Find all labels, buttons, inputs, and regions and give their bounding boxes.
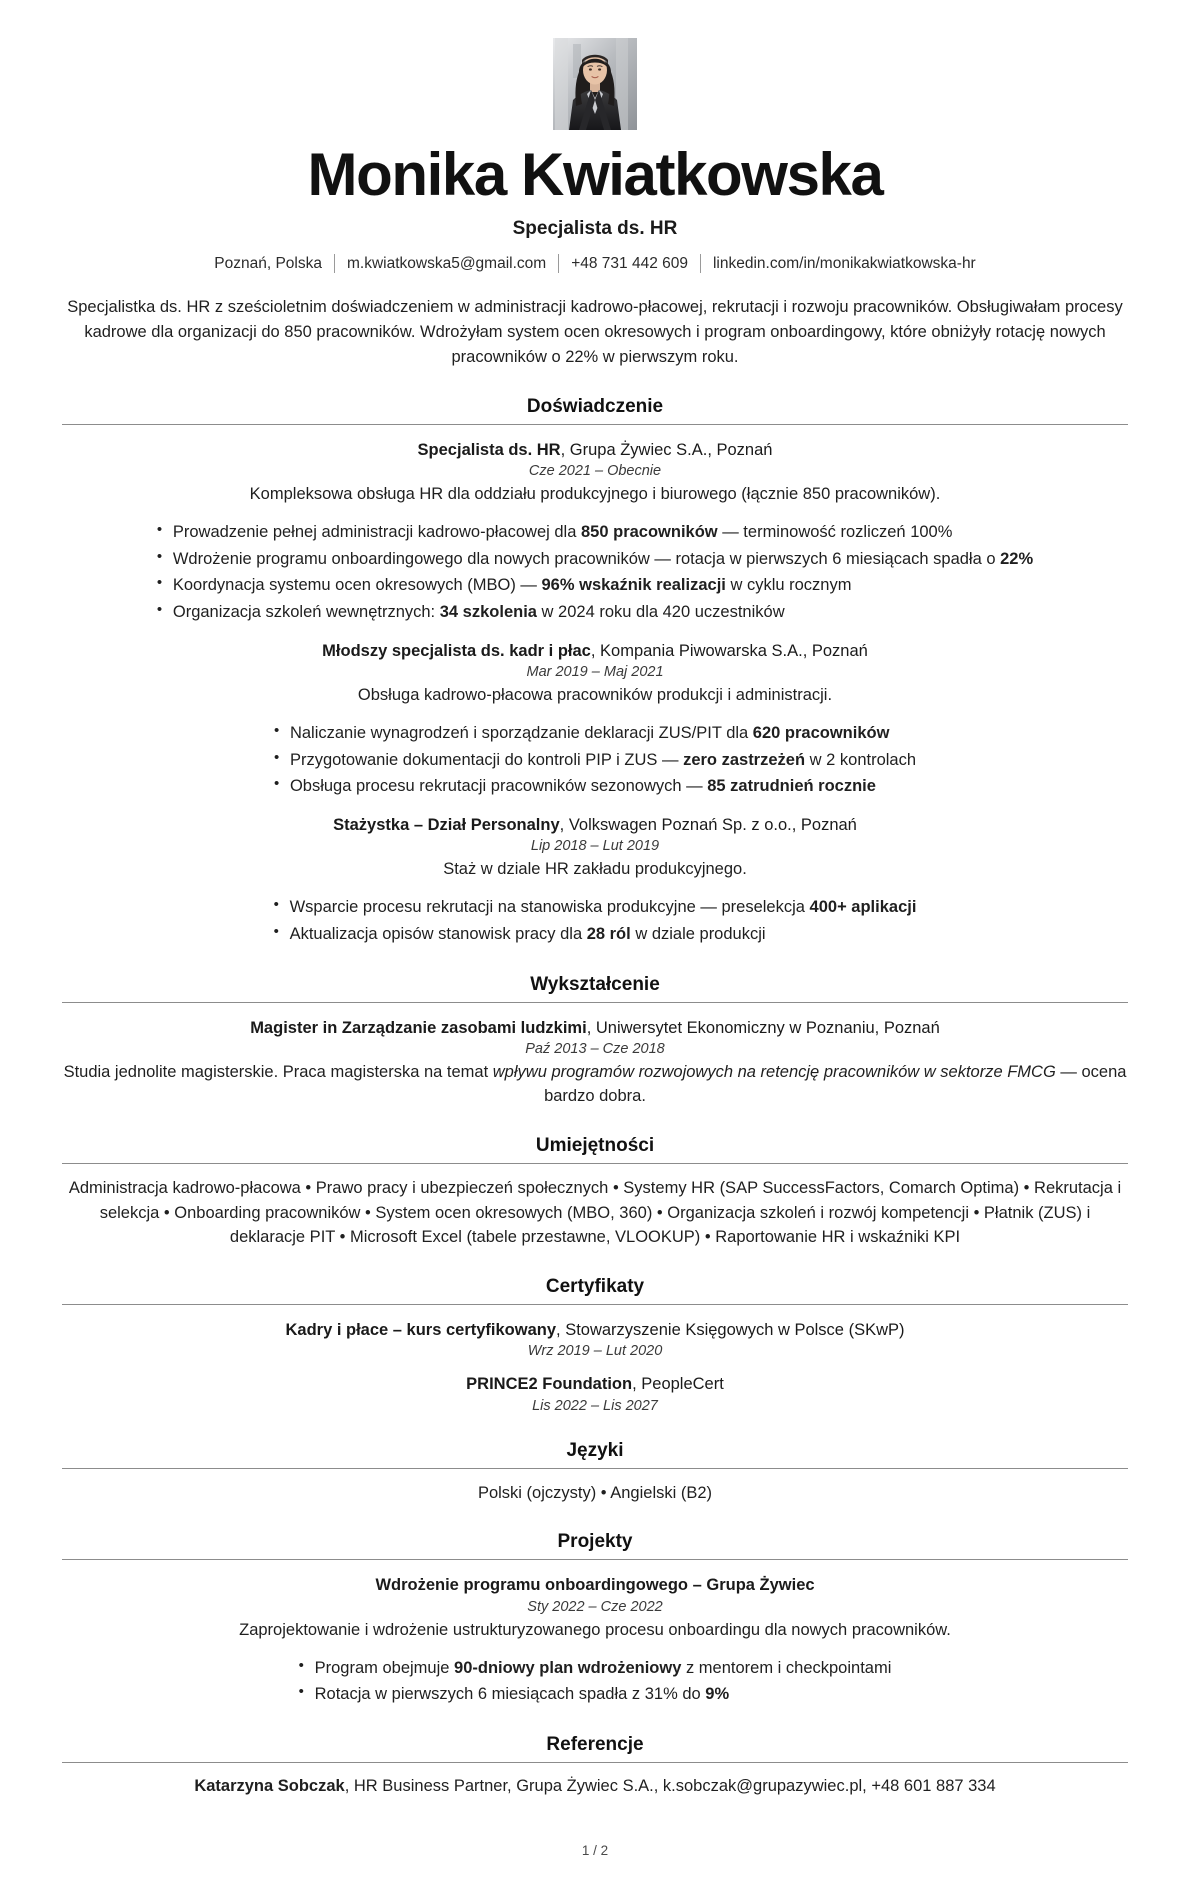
education-heading xyxy=(62,1017,1128,1039)
reference-entry xyxy=(62,1775,1128,1799)
certificate-org: , PeopleCert xyxy=(632,1375,724,1394)
list-item: • Wsparcie procesu rekrutacji na stanowiska produkcyjne — preselekcja 400+ aplikacji xyxy=(274,894,917,921)
contact-email[interactable]: m.kwiatkowska5@gmail.com xyxy=(346,254,547,272)
experience-dates: Cze 2021 – Obecnie xyxy=(528,462,662,479)
project-description: Zaprojektowanie i wdrożenie ustrukturyzowanego procesu onboardingu dla nowych pracowników. xyxy=(239,1620,951,1639)
project-dates: Sty 2022 – Cze 2022 xyxy=(527,1598,663,1615)
list-item: • Koordynacja systemu ocen okresowych (MBO) — 96% wskaźnik realizacji w cyklu rocznym xyxy=(157,572,1033,599)
list-item: • Rotacja w pierwszych 6 miesiącach spadła z 31% do 9% xyxy=(299,1681,892,1708)
education-description: Studia jednolite magisterskie. Praca magisterska na temat wpływu programów rozwojowych na retencję pracowników w sektorze FMCG — ocena bardzo dobra. xyxy=(63,1062,1127,1105)
experience-entry xyxy=(62,640,1128,800)
skills-list: Administracja kadrowo-płacowa • Prawo pracy i ubezpieczeń społecznych • Systemy HR (SAP SuccessFactors, Comarch Optima) • Rekrutacja i selekcja • Onboarding pracowników • System ocen okresowych (MBO, 360) • Organizacja szkoleń i rozwój kompetencji • Płatnik (ZUS) i deklaracje PIT • Microsoft Excel (tabele przestawne, VLOOKUP) • Raportowanie HR i wskaźniki KPI xyxy=(68,1178,1122,1247)
experience-dates: Lip 2018 – Lut 2019 xyxy=(530,838,660,855)
section-heading-projects: Projekty xyxy=(557,1531,633,1553)
experience-description: Obsługa kadrowo-płacowa pracowników produkcji i administracji. xyxy=(357,685,833,704)
certificate-heading xyxy=(62,1373,1128,1395)
list-item: • Program obejmuje 90-dniowy plan wdrożeniowy z mentorem i checkpointami xyxy=(299,1655,892,1682)
section-heading-education: Wykształcenie xyxy=(530,973,660,995)
section-divider xyxy=(62,1304,1128,1305)
contact-linkedin[interactable]: linkedin.com/in/monikakwiatkowska-hr xyxy=(712,254,976,272)
experience-bullets xyxy=(157,519,1033,626)
section-divider xyxy=(62,1163,1128,1164)
education-degree: Magister in Zarządzanie zasobami ludzkimi xyxy=(250,1018,587,1037)
experience-heading xyxy=(62,814,1128,836)
section-heading-experience: Doświadczenie xyxy=(526,395,664,417)
section-projects xyxy=(62,1531,1128,1708)
experience-heading xyxy=(62,439,1128,461)
section-divider xyxy=(62,1559,1128,1560)
section-heading-skills: Umiejętności xyxy=(535,1134,655,1156)
project-entry xyxy=(62,1574,1128,1708)
list-item: • Naliczanie wynagrodzeń i sporządzanie deklaracji ZUS/PIT dla 620 pracowników xyxy=(274,720,916,747)
section-skills xyxy=(62,1135,1128,1250)
contact-phone[interactable]: +48 731 442 609 xyxy=(571,254,688,272)
contact-info xyxy=(62,254,1128,273)
list-item: • Organizacja szkoleń wewnętrznych: 34 szkolenia w 2024 roku dla 420 uczestników xyxy=(157,599,1033,626)
experience-bullets xyxy=(274,720,916,800)
experience-role: Młodszy specjalista ds. kadr i płac xyxy=(322,641,591,660)
section-heading-languages: Języki xyxy=(566,1439,624,1461)
languages-list: Polski (ojczysty) • Angielski (B2) xyxy=(477,1483,713,1502)
avatar xyxy=(553,38,637,130)
section-references xyxy=(62,1734,1128,1799)
experience-entry xyxy=(62,814,1128,948)
experience-description: Kompleksowa obsługa HR dla oddziału produkcyjnego i biurowego (łącznie 850 pracowników). xyxy=(249,484,941,503)
section-certificates xyxy=(62,1276,1128,1414)
experience-org: , Grupa Żywiec S.A., Poznań xyxy=(560,440,773,459)
list-item: • Przygotowanie dokumentacji do kontroli PIP i ZUS — zero zastrzeżeń w 2 kontrolach xyxy=(274,747,916,774)
experience-role: Specjalista ds. HR xyxy=(417,440,561,459)
section-experience xyxy=(62,396,1128,948)
list-item: • Obsługa procesu rekrutacji pracowników sezonowych — 85 zatrudnień rocznie xyxy=(274,773,916,800)
section-divider xyxy=(62,1762,1128,1763)
section-divider xyxy=(62,424,1128,425)
certificate-heading xyxy=(62,1319,1128,1341)
list-item: • Aktualizacja opisów stanowisk pracy dla 28 ról w dziale produkcji xyxy=(274,921,917,948)
experience-description: Staż w dziale HR zakładu produkcyjnego. xyxy=(443,860,747,879)
section-divider xyxy=(62,1002,1128,1003)
experience-entry xyxy=(62,439,1128,626)
certificate-dates: Wrz 2019 – Lut 2020 xyxy=(527,1343,663,1360)
project-name: Wdrożenie programu onboardingowego – Grupa Żywiec xyxy=(375,1576,815,1595)
list-item: • Prowadzenie pełnej administracji kadrowo-płacowej dla 850 pracowników — terminowość rozliczeń 100% xyxy=(157,519,1033,546)
experience-bullets xyxy=(274,894,917,947)
section-divider xyxy=(62,1468,1128,1469)
certificate-dates: Lis 2022 – Lis 2027 xyxy=(532,1397,658,1414)
project-heading xyxy=(62,1574,1128,1596)
section-heading-references: Referencje xyxy=(546,1733,644,1755)
project-bullets xyxy=(299,1655,892,1708)
reference-name: Katarzyna Sobczak xyxy=(194,1776,345,1795)
experience-heading xyxy=(62,640,1128,662)
list-item: • Wdrożenie programu onboardingowego dla nowych pracowników — rotacja w pierwszych 6 miesiącach spadła o 22% xyxy=(157,546,1033,573)
certificate-entry xyxy=(62,1319,1128,1359)
section-education xyxy=(62,974,1128,1109)
experience-dates: Mar 2019 – Maj 2021 xyxy=(526,663,664,680)
section-heading-certificates: Certyfikaty xyxy=(545,1276,645,1298)
education-entry xyxy=(62,1017,1128,1109)
experience-org: , Kompania Piwowarska S.A., Poznań xyxy=(590,641,868,660)
portrait-photo-icon xyxy=(553,38,637,130)
contact-location: Poznań, Polska xyxy=(214,254,322,272)
certificate-entry xyxy=(62,1373,1128,1413)
resume-header xyxy=(62,38,1128,370)
education-org: , Uniwersytet Ekonomiczny w Poznaniu, Poznań xyxy=(586,1018,940,1037)
section-languages xyxy=(62,1440,1128,1506)
page-title: Monika Kwiatkowska xyxy=(307,141,883,208)
professional-summary: Specjalistka ds. HR z sześcioletnim doświadczeniem w administracji kadrowo-płacowej, rekrutacji i rozwoju pracowników. Obsługiwałam procesy kadrowe dla organizacji do 850 pracowników. Wdrożyłam system ocen okresowych i program onboardingowy, które obniżyły rotację nowych pracowników o 22% w pierwszym roku. xyxy=(67,298,1123,366)
certificate-name: Kadry i płace – kurs certyfikowany xyxy=(285,1321,557,1340)
experience-org: , Volkswagen Poznań Sp. z o.o., Poznań xyxy=(559,816,857,835)
experience-role: Stażystka – Dział Personalny xyxy=(333,816,560,835)
education-dates: Paź 2013 – Cze 2018 xyxy=(525,1040,665,1057)
job-title: Specjalista ds. HR xyxy=(512,218,678,240)
reference-details: , HR Business Partner, Grupa Żywiec S.A., k.sobczak@grupazywiec.pl, +48 601 887 334 xyxy=(344,1776,996,1795)
page-number: 1 / 2 xyxy=(581,1842,609,1858)
certificate-name: PRINCE2 Foundation xyxy=(466,1375,633,1394)
certificate-org: , Stowarzyszenie Księgowych w Polsce (SKwP) xyxy=(556,1321,905,1340)
